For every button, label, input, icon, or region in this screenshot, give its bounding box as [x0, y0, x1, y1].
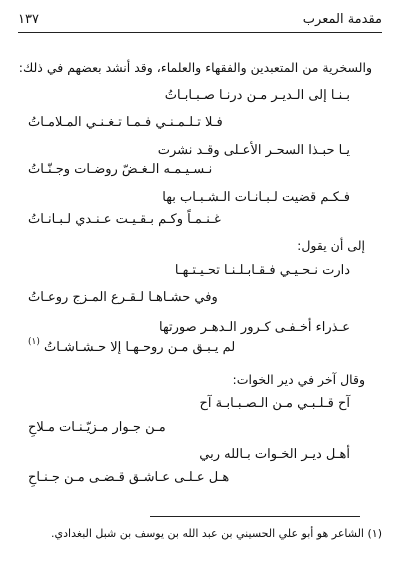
intro2-text: إلى أن يقول:: [297, 238, 365, 253]
footnote-text: (١) الشاعر هو أبو علي الحسيني بن عبد الله بن يوسف بن شبل البغدادي.: [51, 527, 382, 540]
poem1-line-1: بـنـا إلى الـديـر مـن درنـا صـبـابـاتُ: [164, 88, 350, 103]
poem2-line-2: وفي حشـاهـا لـقـرع المـزج روعـاتُ: [28, 290, 218, 305]
running-header: [18, 10, 382, 33]
poem2-line-1: دارت نـحـيـي فـقـابـلـنـا تحـيـتـهـا: [174, 263, 350, 278]
poem3-line-2: مـن جـوار مـزيّـنـات مـلاحِ: [28, 420, 166, 435]
poem1-line-3: يـا حبـذا السحـر الأعـلى وقـد نشرت: [157, 143, 350, 158]
poem3-line-1: آح قـلـبـي مـن الـصـبـابـة آح: [199, 396, 350, 411]
poem2-line-3: عـذراء أخـفـى كـرور الـدهـر صورتها: [159, 320, 350, 335]
poem1-line-2: فـلا تـلـمـنـي فـمـا تـغـنـي المـلامـاتُ: [28, 115, 223, 130]
footnote-marker: (١): [28, 337, 40, 347]
header-title: مقدمة المعرب: [302, 12, 382, 27]
poem3-line-3: أهـل ديـر الخـوات بـالله ربي: [199, 447, 350, 462]
poem1-line-6: غـنـمـاً وكـم بـقـيـت عـنـدي لـبـانـاتُ: [28, 212, 221, 227]
poem1-line-5: فـكـم قضيت لـبـانـات الـشـبـاب بها: [162, 190, 350, 205]
poem3-line-4: هـل عـلـى عـاشـق قـضـى مـن جـنـاحِ: [28, 470, 230, 485]
intro3-text: وقال آخر في دير الخوات:: [232, 372, 365, 387]
poem2-line-4: لم يـبـق مـن روحـهـا إلا حـشـاشـاتُ: [44, 340, 236, 355]
footnote-rule: [150, 516, 360, 517]
poem1-line-4: نـسـيـمـه الـغـضّ روضـات وجـنّـاتُ: [28, 162, 213, 177]
intro-paragraph: والسخرية من المتعبدين والفقهاء والعلماء، وقد أنشد بعضهم في ذلك:: [18, 60, 372, 75]
page-number: ١٣٧: [18, 12, 39, 27]
